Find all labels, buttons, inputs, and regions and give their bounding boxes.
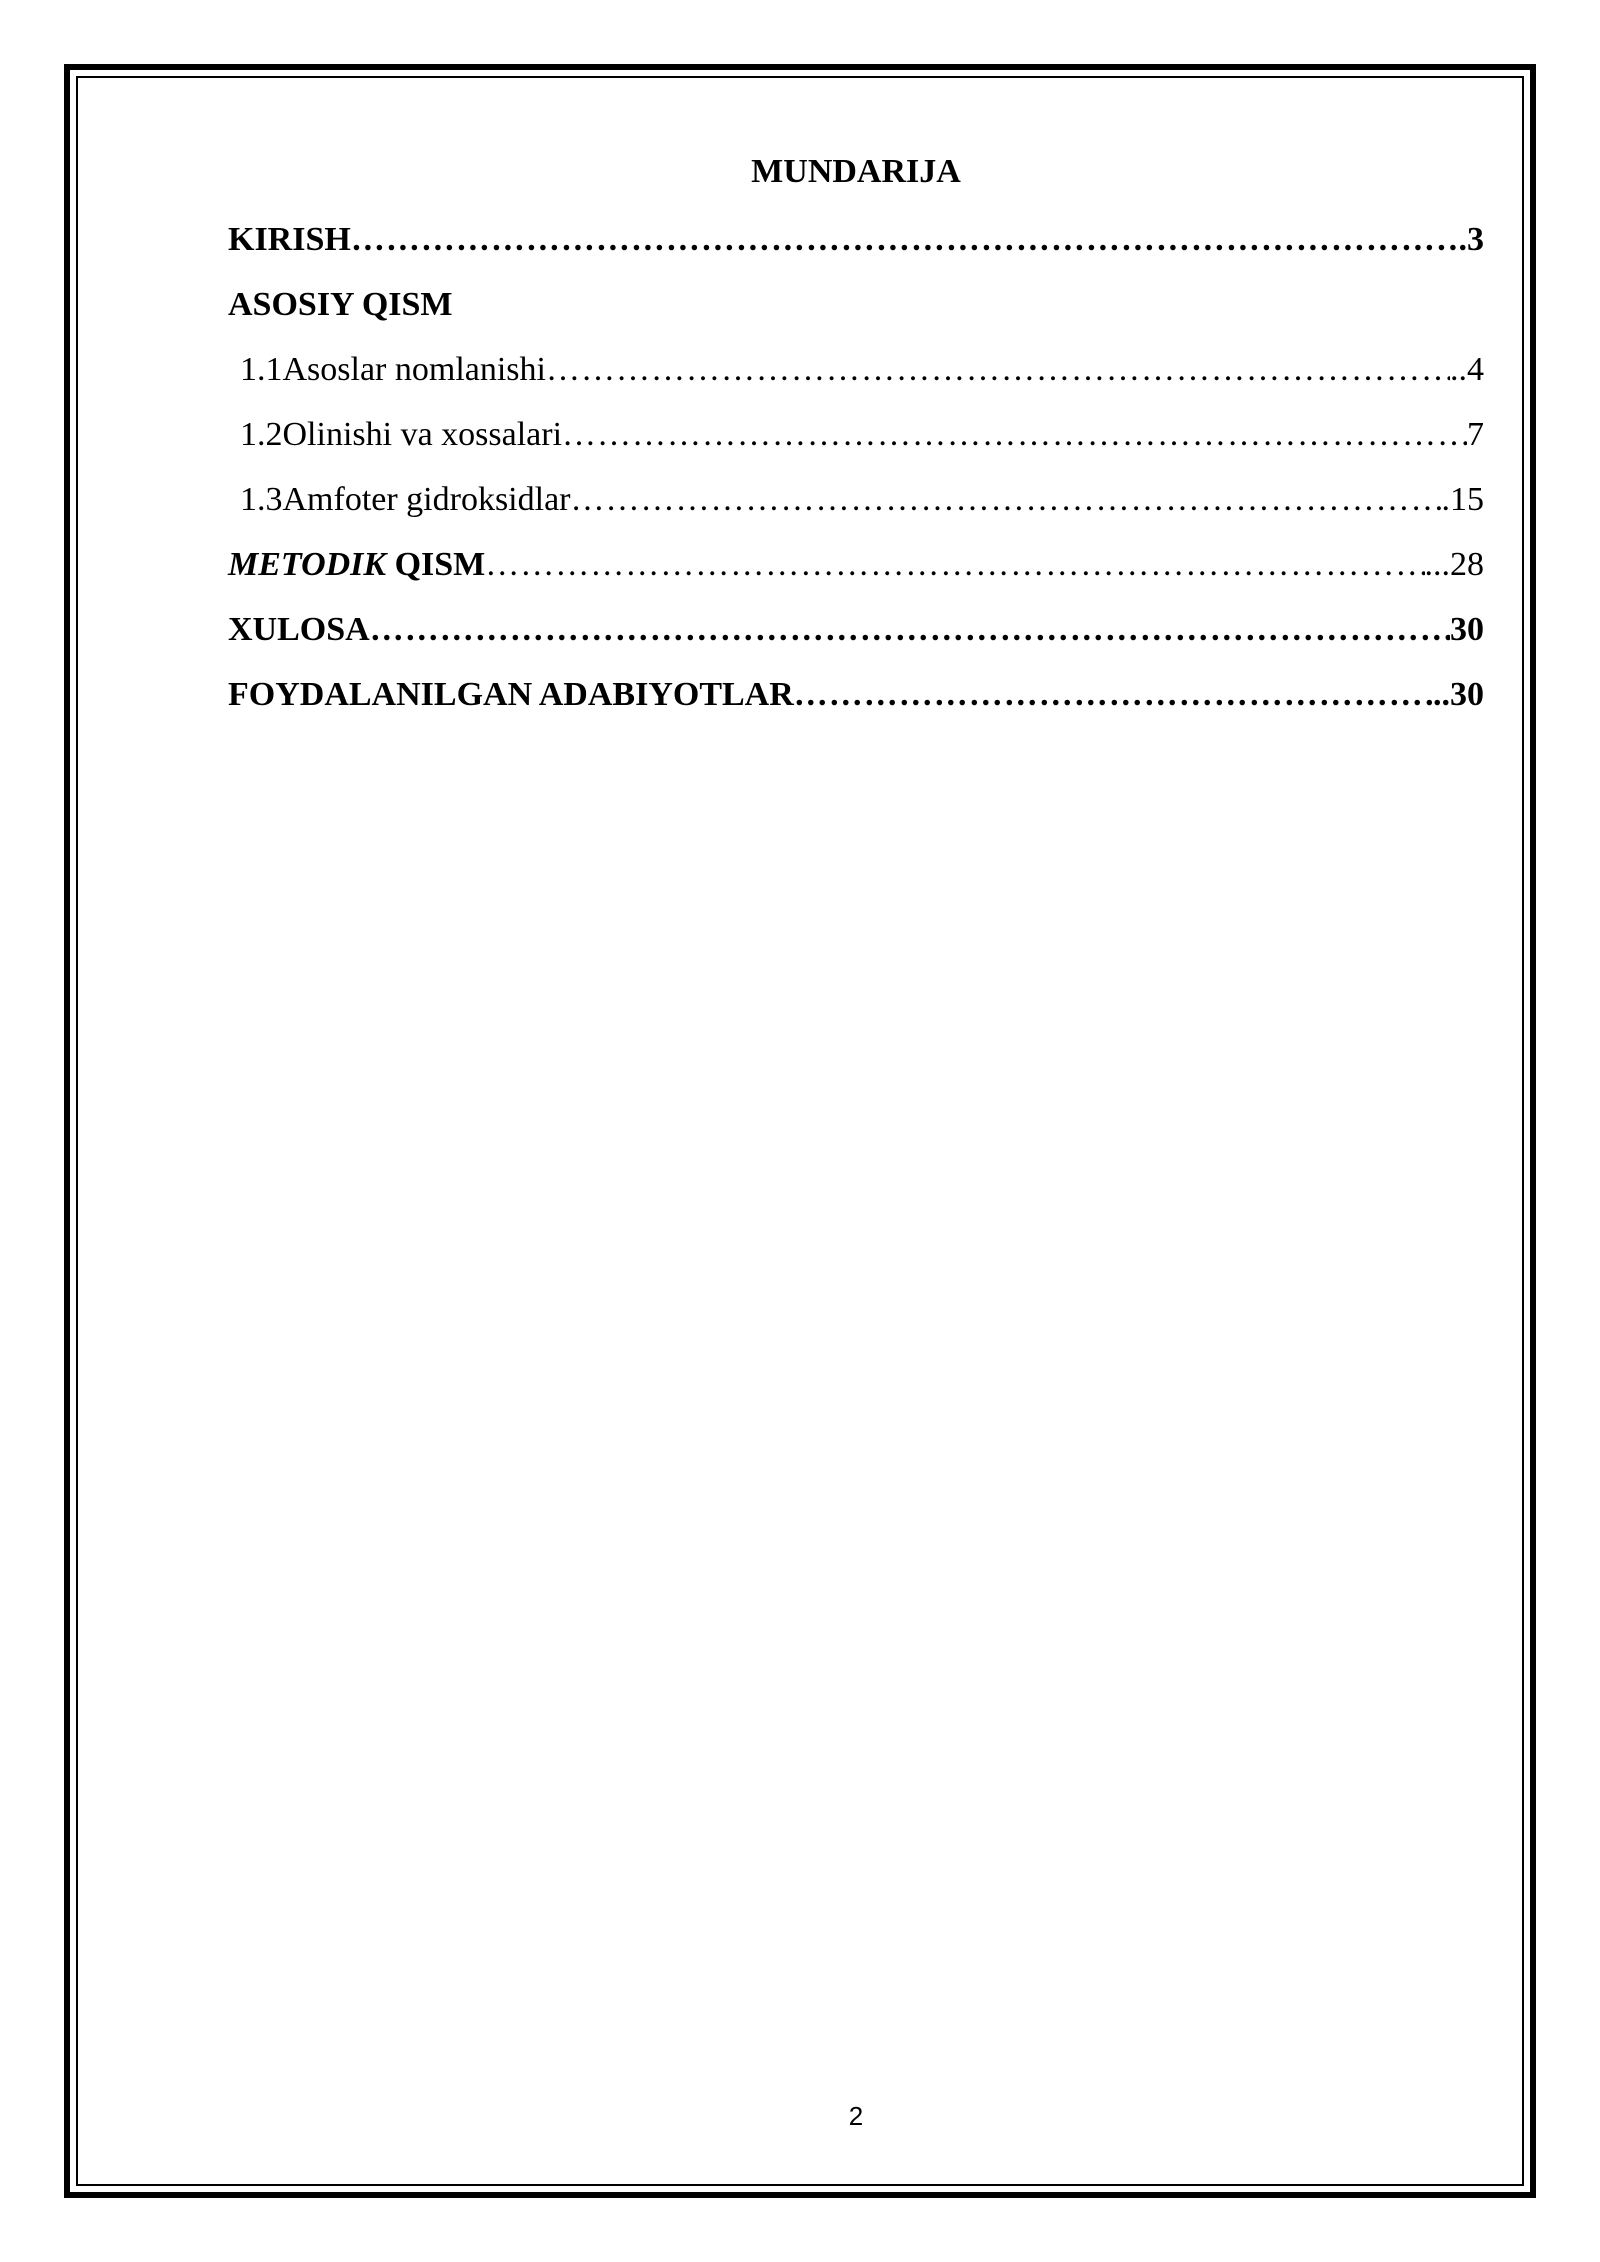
toc-entry-label: KIRISH — [228, 221, 351, 258]
toc-entry-page: 30 — [1450, 611, 1484, 648]
toc-leader-dots — [546, 350, 1450, 390]
toc-entry-1-3[interactable] — [228, 480, 1484, 545]
toc-entry-1-2[interactable] — [228, 415, 1484, 480]
toc-entry-xulosa[interactable] — [228, 610, 1484, 675]
toc-entry-label-rest: QISM — [386, 546, 486, 583]
toc-entry-1-1[interactable] — [228, 350, 1484, 415]
toc-entry-label: ASOSIY QISM — [228, 286, 453, 323]
toc-entry-label: Olinishi va xossalari — [282, 416, 563, 453]
toc-entry-label: FOYDALANILGAN ADABIYOTLAR — [228, 676, 794, 713]
toc-entry-page: ..4 — [1450, 351, 1484, 388]
toc-leader-dots — [794, 675, 1433, 715]
toc-entry-page: .3 — [1458, 221, 1484, 258]
toc-entry-number: 1.3 — [240, 481, 283, 518]
toc-entry-page: ..30 — [1433, 676, 1484, 713]
toc-leader-dots — [571, 480, 1442, 520]
toc-entry-label: Amfoter gidroksidlar — [282, 481, 571, 518]
toc-entry-label: XULOSA — [228, 611, 370, 648]
toc-entry-label: Asoslar nomlanishi — [282, 351, 546, 388]
page-number: 2 — [848, 2101, 864, 2131]
toc-title: MUNDARIJA — [751, 153, 961, 190]
toc-entry-page: ...28 — [1424, 546, 1484, 583]
toc-entry-page: 7 — [1467, 416, 1484, 453]
table-of-contents — [228, 220, 1484, 740]
toc-entry-label — [228, 545, 485, 585]
toc-leader-dots — [485, 545, 1424, 585]
toc-leader-dots — [351, 220, 1459, 260]
toc-entry-foydalanilgan-adabiyotlar[interactable] — [228, 675, 1484, 740]
toc-entry-number: 1.2 — [240, 416, 283, 453]
toc-leader-dots — [562, 415, 1467, 455]
toc-leader-dots — [370, 610, 1450, 650]
toc-heading-asosiy-qism[interactable] — [228, 285, 1484, 350]
toc-entry-number: 1.1 — [240, 351, 283, 388]
toc-entry-metodik-qism[interactable] — [228, 545, 1484, 610]
toc-entry-page: .15 — [1441, 481, 1484, 518]
toc-entry-label-italic: METODIK — [228, 546, 387, 583]
toc-entry-kirish[interactable] — [228, 220, 1484, 285]
